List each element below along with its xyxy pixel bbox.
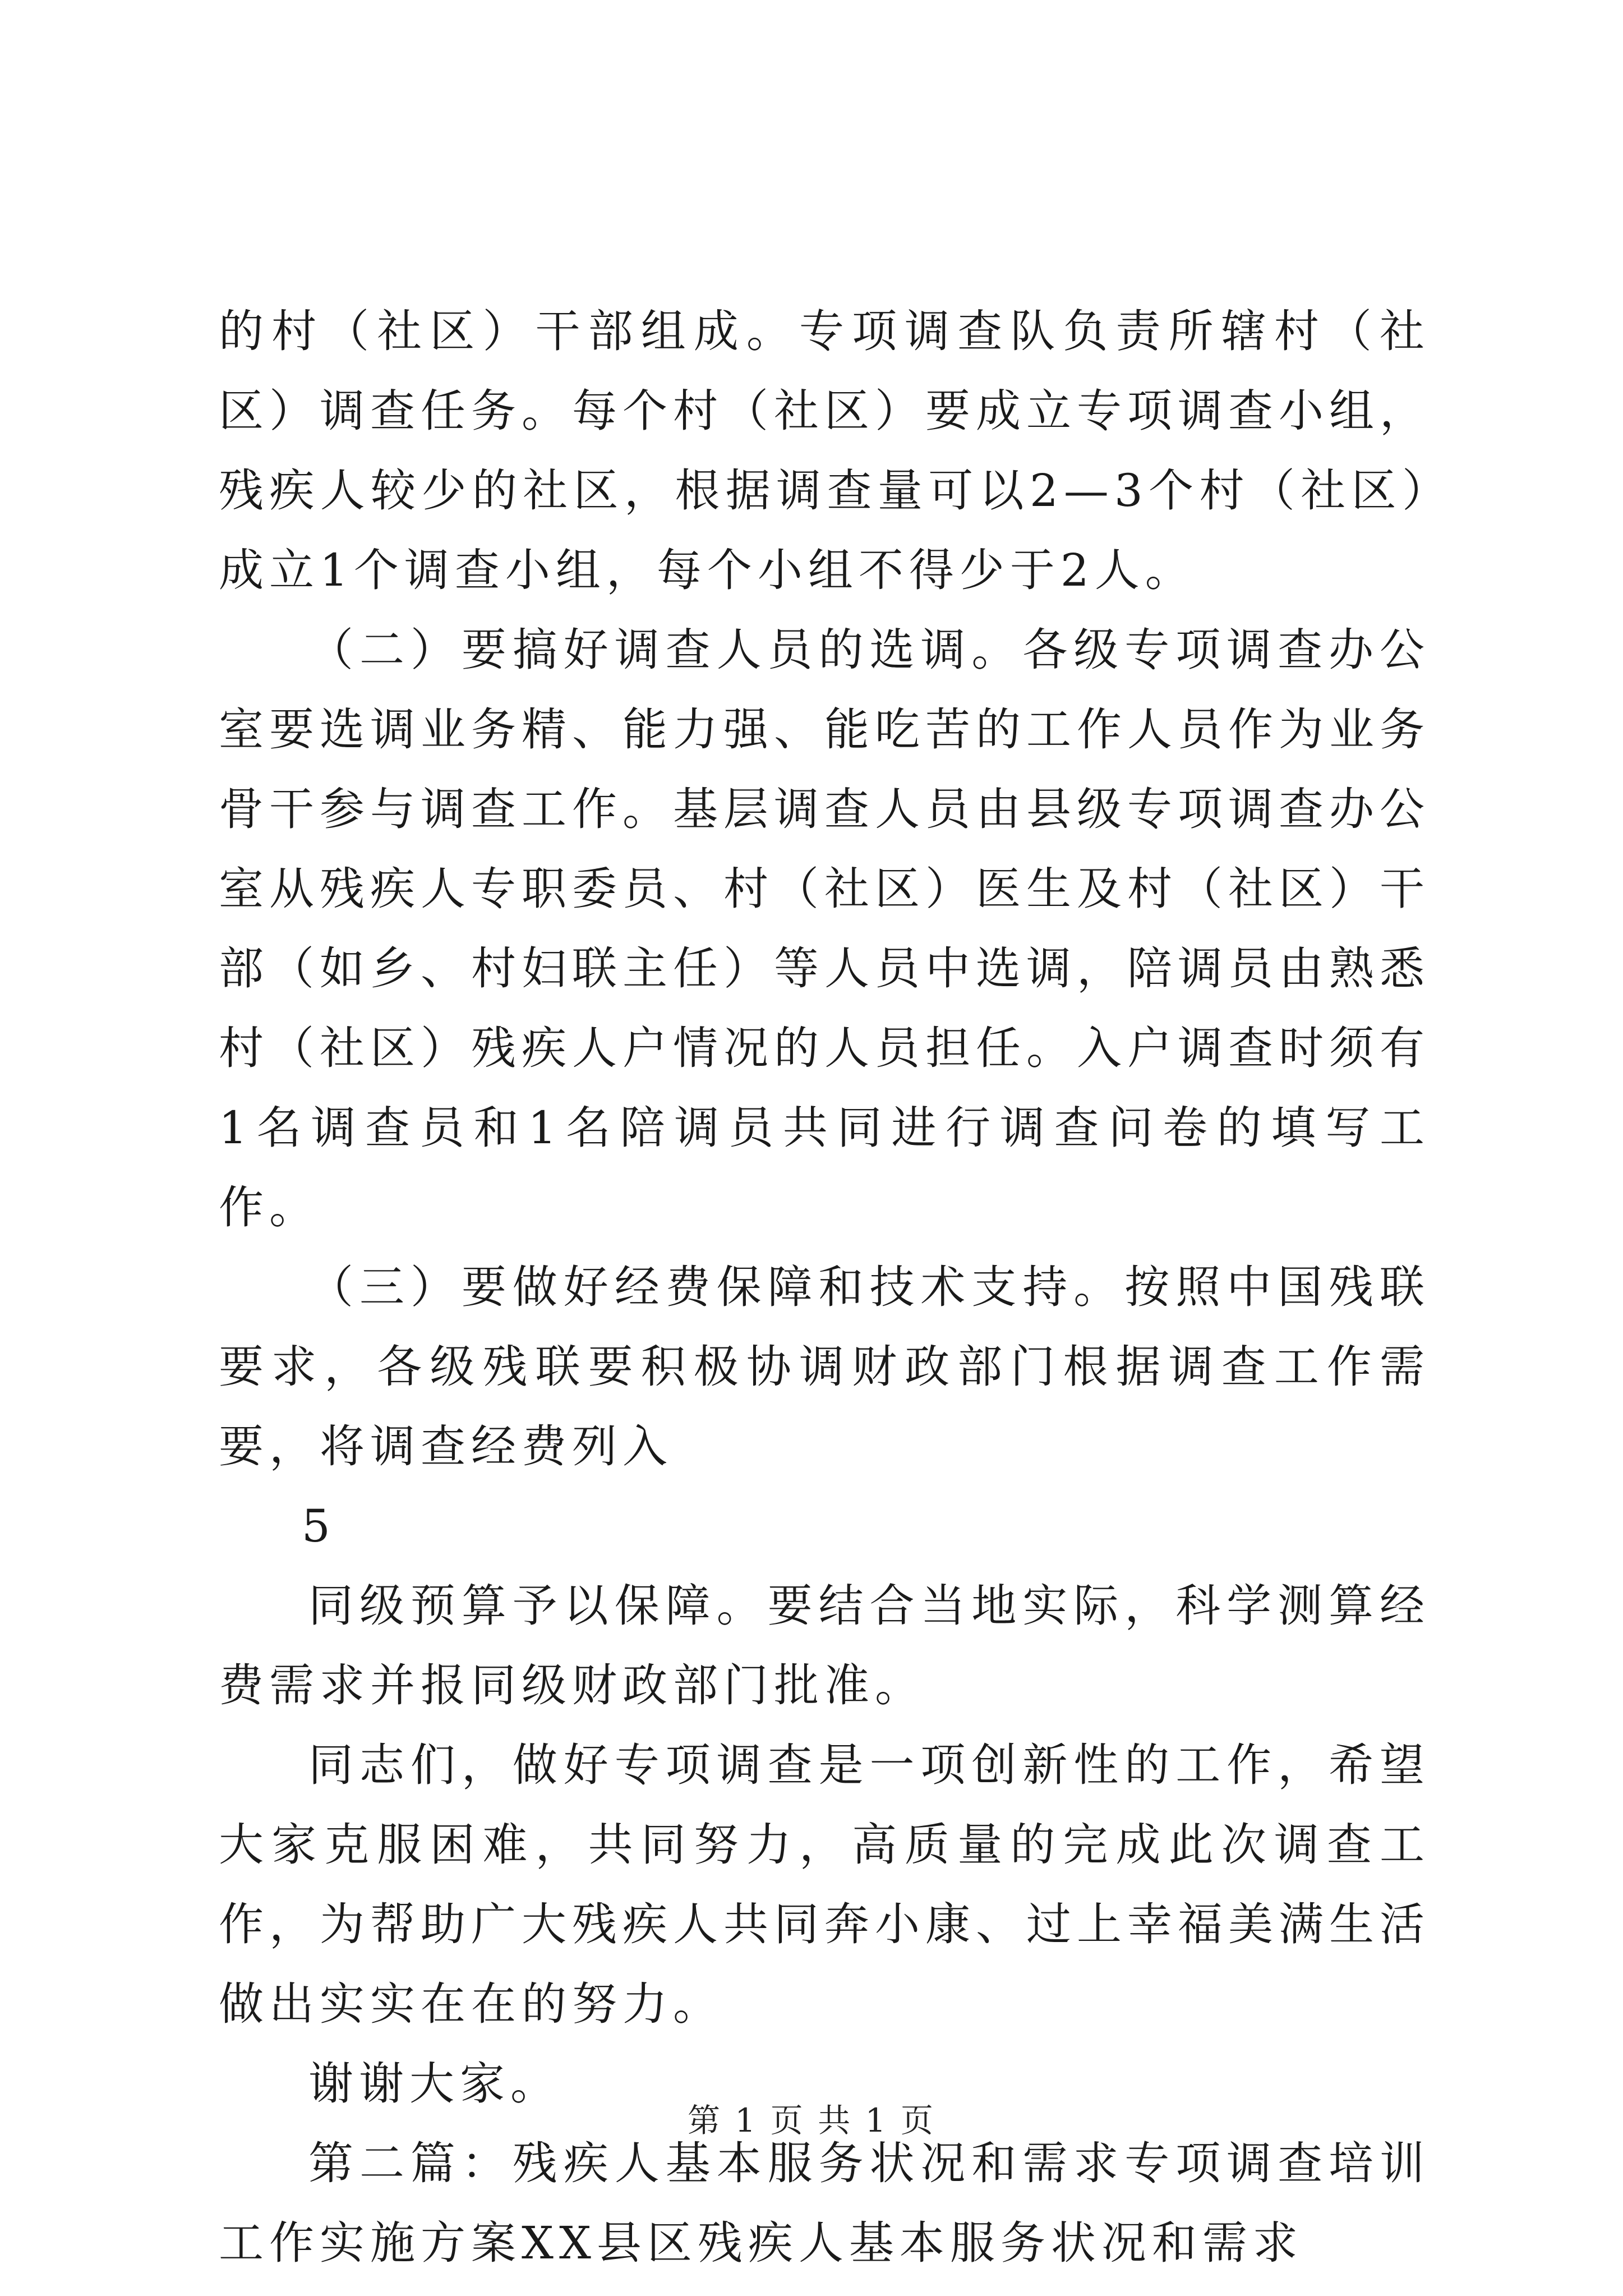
- inline-page-number: 5: [302, 1500, 330, 1552]
- paragraph-section-two: （二）要搞好调查人员的选调。各级专项调查办公室要选调业务精、能力强、能吃苦的工作人员作为业务骨干参与调查工作。基层调查人员由县级专项调查办公室从残疾人专职委员、村（社区）医生及村（社区）干部（如乡、村妇联主任）等人员中选调，陪调员由熟悉村（社区）残疾人户情况的人员担任。入户调查时须有1名调查员和1名陪调员共同进行调查问卷的填写工作。: [219, 624, 1430, 1234]
- paragraph-continuation: 的村（社区）干部组成。专项调查队负责所辖村（社区）调查任务。每个村（社区）要成立专项调查小组，残疾人较少的社区，根据调查量可以2—3个村（社区）成立1个调查小组，每个小组不得少于2人。: [219, 305, 1430, 596]
- paragraph-budget: 同级预算予以保障。要结合当地实际，科学测算经费需求并报同级财政部门批准。: [219, 1580, 1430, 1711]
- paragraph-closing: 同志们，做好专项调查是一项创新性的工作，希望大家克服困难，共同努力，高质量的完成此次调查工作，为帮助广大残疾人共同奔小康、过上幸福美满生活做出实实在在的努力。: [219, 1739, 1430, 2030]
- document-body: [219, 292, 1430, 2283]
- paragraph-section-three: （三）要做好经费保障和技术支持。按照中国残联要求，各级残联要积极协调财政部门根据调查工作需要，将调查经费列入: [219, 1261, 1430, 1473]
- paragraph-part-two-title: 第二篇：残疾人基本服务状况和需求专项调查培训工作实施方案XX县区残疾人基本服务状况和需求: [219, 2137, 1430, 2269]
- page-footer: 第 1 页 共 1 页: [688, 2101, 935, 2139]
- paragraph-thanks: 谢谢大家。: [308, 2058, 561, 2110]
